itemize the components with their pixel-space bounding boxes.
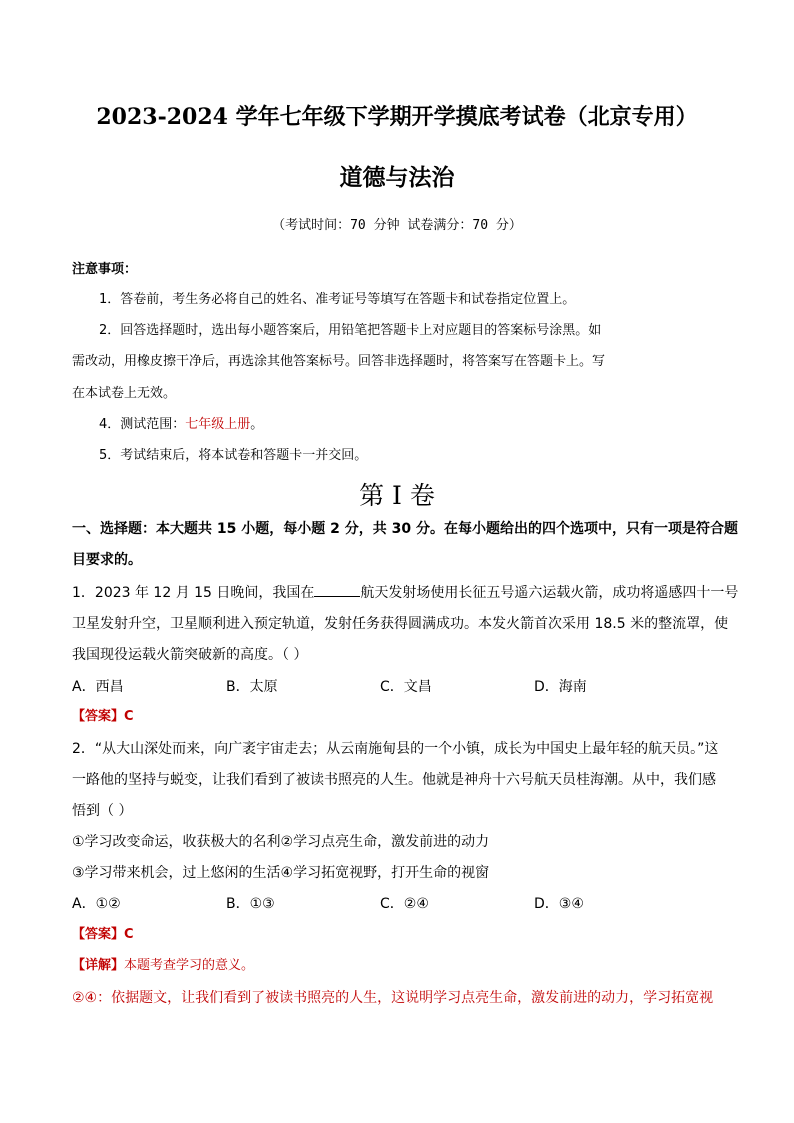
question-2-answer <box>72 925 134 945</box>
question-1-option-d: D．海南 <box>534 679 587 695</box>
note-item-4 <box>99 416 263 434</box>
question-1-line-3: 我国现役运载火箭突破新的高度。（ ） <box>72 647 308 663</box>
section-instructions-line-2: 目要求的。 <box>72 552 142 568</box>
question-2-option-b: B．①③ <box>226 896 275 912</box>
section-instructions-line-1: 一、选择题：本大题共 15 小题，每小题 2 分，共 30 分。在每小题给出的四个选项中，只有一项是符合题 <box>72 521 738 537</box>
answer-label: 【答案】 <box>72 927 125 942</box>
question-1-option-c: C．文昌 <box>380 679 432 695</box>
notes-heading: 注意事项： <box>72 262 138 277</box>
question-1-option-a: A．西昌 <box>72 679 124 695</box>
note-item-2-line-1: 2．回答选择题时，选出每小题答案后，用铅笔把答题卡上对应题目的答案标号涂黑。如 <box>99 323 602 338</box>
detail-label: 【详解】 <box>72 958 125 973</box>
question-1-line-1 <box>72 582 738 603</box>
question-1-prefix: 1．2023 年 12 月 15 日晚间，我国在 <box>72 585 315 601</box>
question-2-option-d: D．③④ <box>534 896 584 912</box>
fill-blank <box>314 582 360 597</box>
detail-text: 本题考查学习的意义。 <box>124 958 255 973</box>
answer-value: C <box>124 709 134 724</box>
note-item-1: 1．答卷前，考生务必将自己的姓名、准考证号等填写在答题卡和试卷指定位置上。 <box>99 292 576 307</box>
question-2-statements-line-2: ③学习带来机会，过上悠闲的生活④学习拓宽视野，打开生命的视窗 <box>72 865 490 881</box>
question-2-line-1: 2．“从大山深处而来，向广袤宇宙走去；从云南施甸县的一个小镇，成长为中国史上最年轻的航天员。”这 <box>72 741 719 757</box>
volume-title: 第 I 卷 <box>359 481 435 510</box>
note-item-2-line-3: 在本试卷上无效。 <box>72 386 177 401</box>
question-2-option-a: A．①② <box>72 896 121 912</box>
question-2-statements-line-1: ①学习改变命运，收获极大的名利②学习点亮生命，激发前进的动力 <box>72 834 490 850</box>
subject-title: 道德与法治 <box>339 164 455 191</box>
question-2-option-c: C．②④ <box>380 896 429 912</box>
question-1-suffix: 航天发射场使用长征五号遥六运载火箭，成功将遥感四十一号 <box>360 585 739 601</box>
question-2-detail <box>72 956 254 976</box>
answer-label: 【答案】 <box>72 709 125 724</box>
question-2-line-2: 一路他的坚持与蜕变，让我们看到了被读书照亮的人生。他就是神舟十六号航天员桂海潮。从中，我们感 <box>72 772 716 788</box>
exam-info: （考试时间：70 分钟 试卷满分：70 分） <box>272 218 522 233</box>
note-item-4-suffix: 。 <box>250 417 264 432</box>
question-2-line-3: 悟到（ ） <box>72 803 133 819</box>
note-item-2-line-2: 需改动，用橡皮擦干净后，再选涂其他答案标号。回答非选择题时，将答案写在答题卡上。写 <box>72 354 606 369</box>
question-2-explanation: ②④：依据题文，让我们看到了被读书照亮的人生，这说明学习点亮生命，激发前进的动力，学习拓宽视 <box>72 990 714 1006</box>
question-1-answer <box>72 707 134 727</box>
note-item-4-prefix: 4．测试范围： <box>99 417 186 432</box>
exam-title: 2023-2024 学年七年级下学期开学摸底考试卷（北京专用） <box>96 104 698 130</box>
answer-value: C <box>124 927 134 942</box>
question-1-option-b: B．太原 <box>226 679 278 695</box>
question-1-line-2: 卫星发射升空，卫星顺利进入预定轨道，发射任务获得圆满成功。本发火箭首次采用 18.5 米的整流罩，使 <box>72 616 729 632</box>
test-scope: 七年级上册 <box>185 417 251 432</box>
note-item-5: 5．考试结束后，将本试卷和答题卡一并交回。 <box>99 448 368 463</box>
